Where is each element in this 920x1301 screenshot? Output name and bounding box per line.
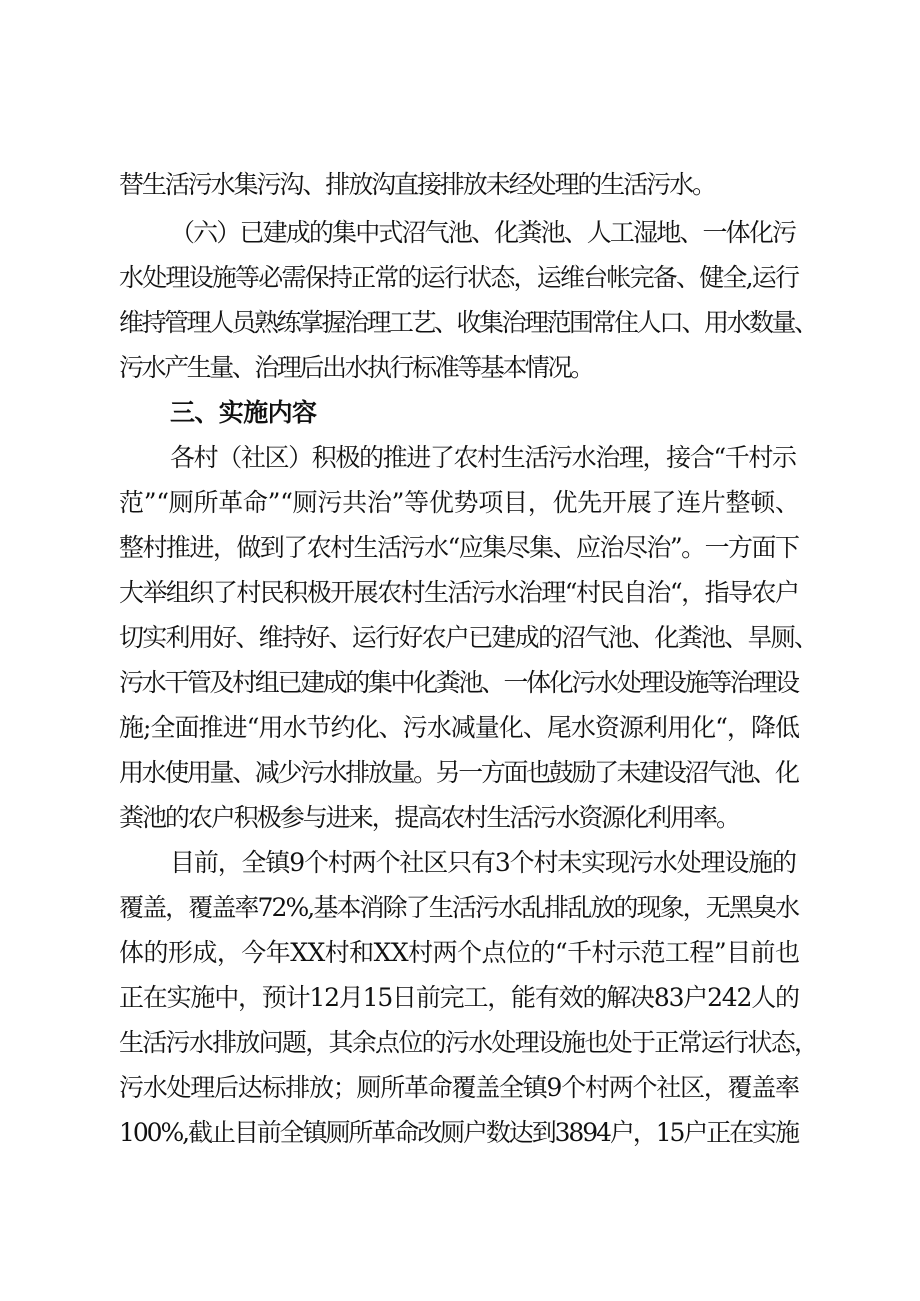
paragraph-line: 施;全面推进“用水节约化、污水减量化、尾水资源利用化“，降低 — [119, 713, 800, 742]
paragraph-line: 各村（社区）积极的推进了农村生活污水治理，接合“千村示 — [170, 443, 796, 472]
paragraph-line: 污水产生量、治理后出水执行标准等基本情况。 — [119, 353, 593, 382]
paragraph-line: 粪池的农户积极参与进来，提高农村生活污水资源化利用率。 — [119, 803, 739, 832]
paragraph-line: 替生活污水集污沟、排放沟直接排放未经处理的生活污水。 — [119, 170, 715, 199]
paragraph-line: 整村推进，做到了农村生活污水“应集尽集、应治尽治”。一方面下 — [119, 533, 799, 562]
paragraph-line: 切实利用好、维持好、运行好农户已建成的沼气池、化粪池、旱厕、 — [119, 623, 818, 652]
paragraph-line: 100%,截止目前全镇厕所革命改厕户数达到3894户，15户正在实施 — [119, 1118, 798, 1147]
paragraph-line: 覆盖，覆盖率72%,基本消除了生活污水乱排乱放的现象，无黑臭水 — [119, 893, 799, 922]
paragraph-line: 生活污水排放问题，其余点位的污水处理设施也处于正常运行状态， — [119, 1028, 818, 1057]
paragraph-line: 体的形成，今年XX村和XX村两个点位的“千村示范工程”目前也 — [119, 938, 800, 967]
paragraph-line: （六）已建成的集中式沼气池、化粪池、人工湿地、一体化污 — [170, 218, 796, 247]
paragraph-line: 污水干管及村组已建成的集中化粪池、一体化污水处理设施等治理设 — [119, 668, 798, 697]
paragraph-line: 大举组织了村民积极开展农村生活污水治理“村民自治“，指导农户 — [119, 578, 799, 607]
paragraph-line: 水处理设施等必需保持正常的运行状态，运维台帐完备、健全,运行 — [119, 263, 799, 292]
paragraph-line: 正在实施中，预计12月15日前完工，能有效的解决83户242人的 — [119, 983, 799, 1012]
paragraph-line: 范”“厕所革命”“厕污共治”等优势项目，优先开展了连片整顿、 — [119, 488, 800, 517]
paragraph-line: 目前，全镇9个村两个社区只有3个村未实现污水处理设施的 — [170, 848, 796, 877]
paragraph-line: 用水使用量、减少污水排放量。另一方面也鼓励了未建设沼气池、化 — [119, 758, 798, 787]
paragraph-line: 维持管理人员熟练掌握治理工艺、收集治理范围常住人口、用水数量、 — [119, 308, 817, 337]
section-heading: 三、实施内容 — [170, 398, 317, 427]
paragraph-line: 污水处理后达标排放；厕所革命覆盖全镇9个村两个社区，覆盖率 — [119, 1073, 799, 1102]
